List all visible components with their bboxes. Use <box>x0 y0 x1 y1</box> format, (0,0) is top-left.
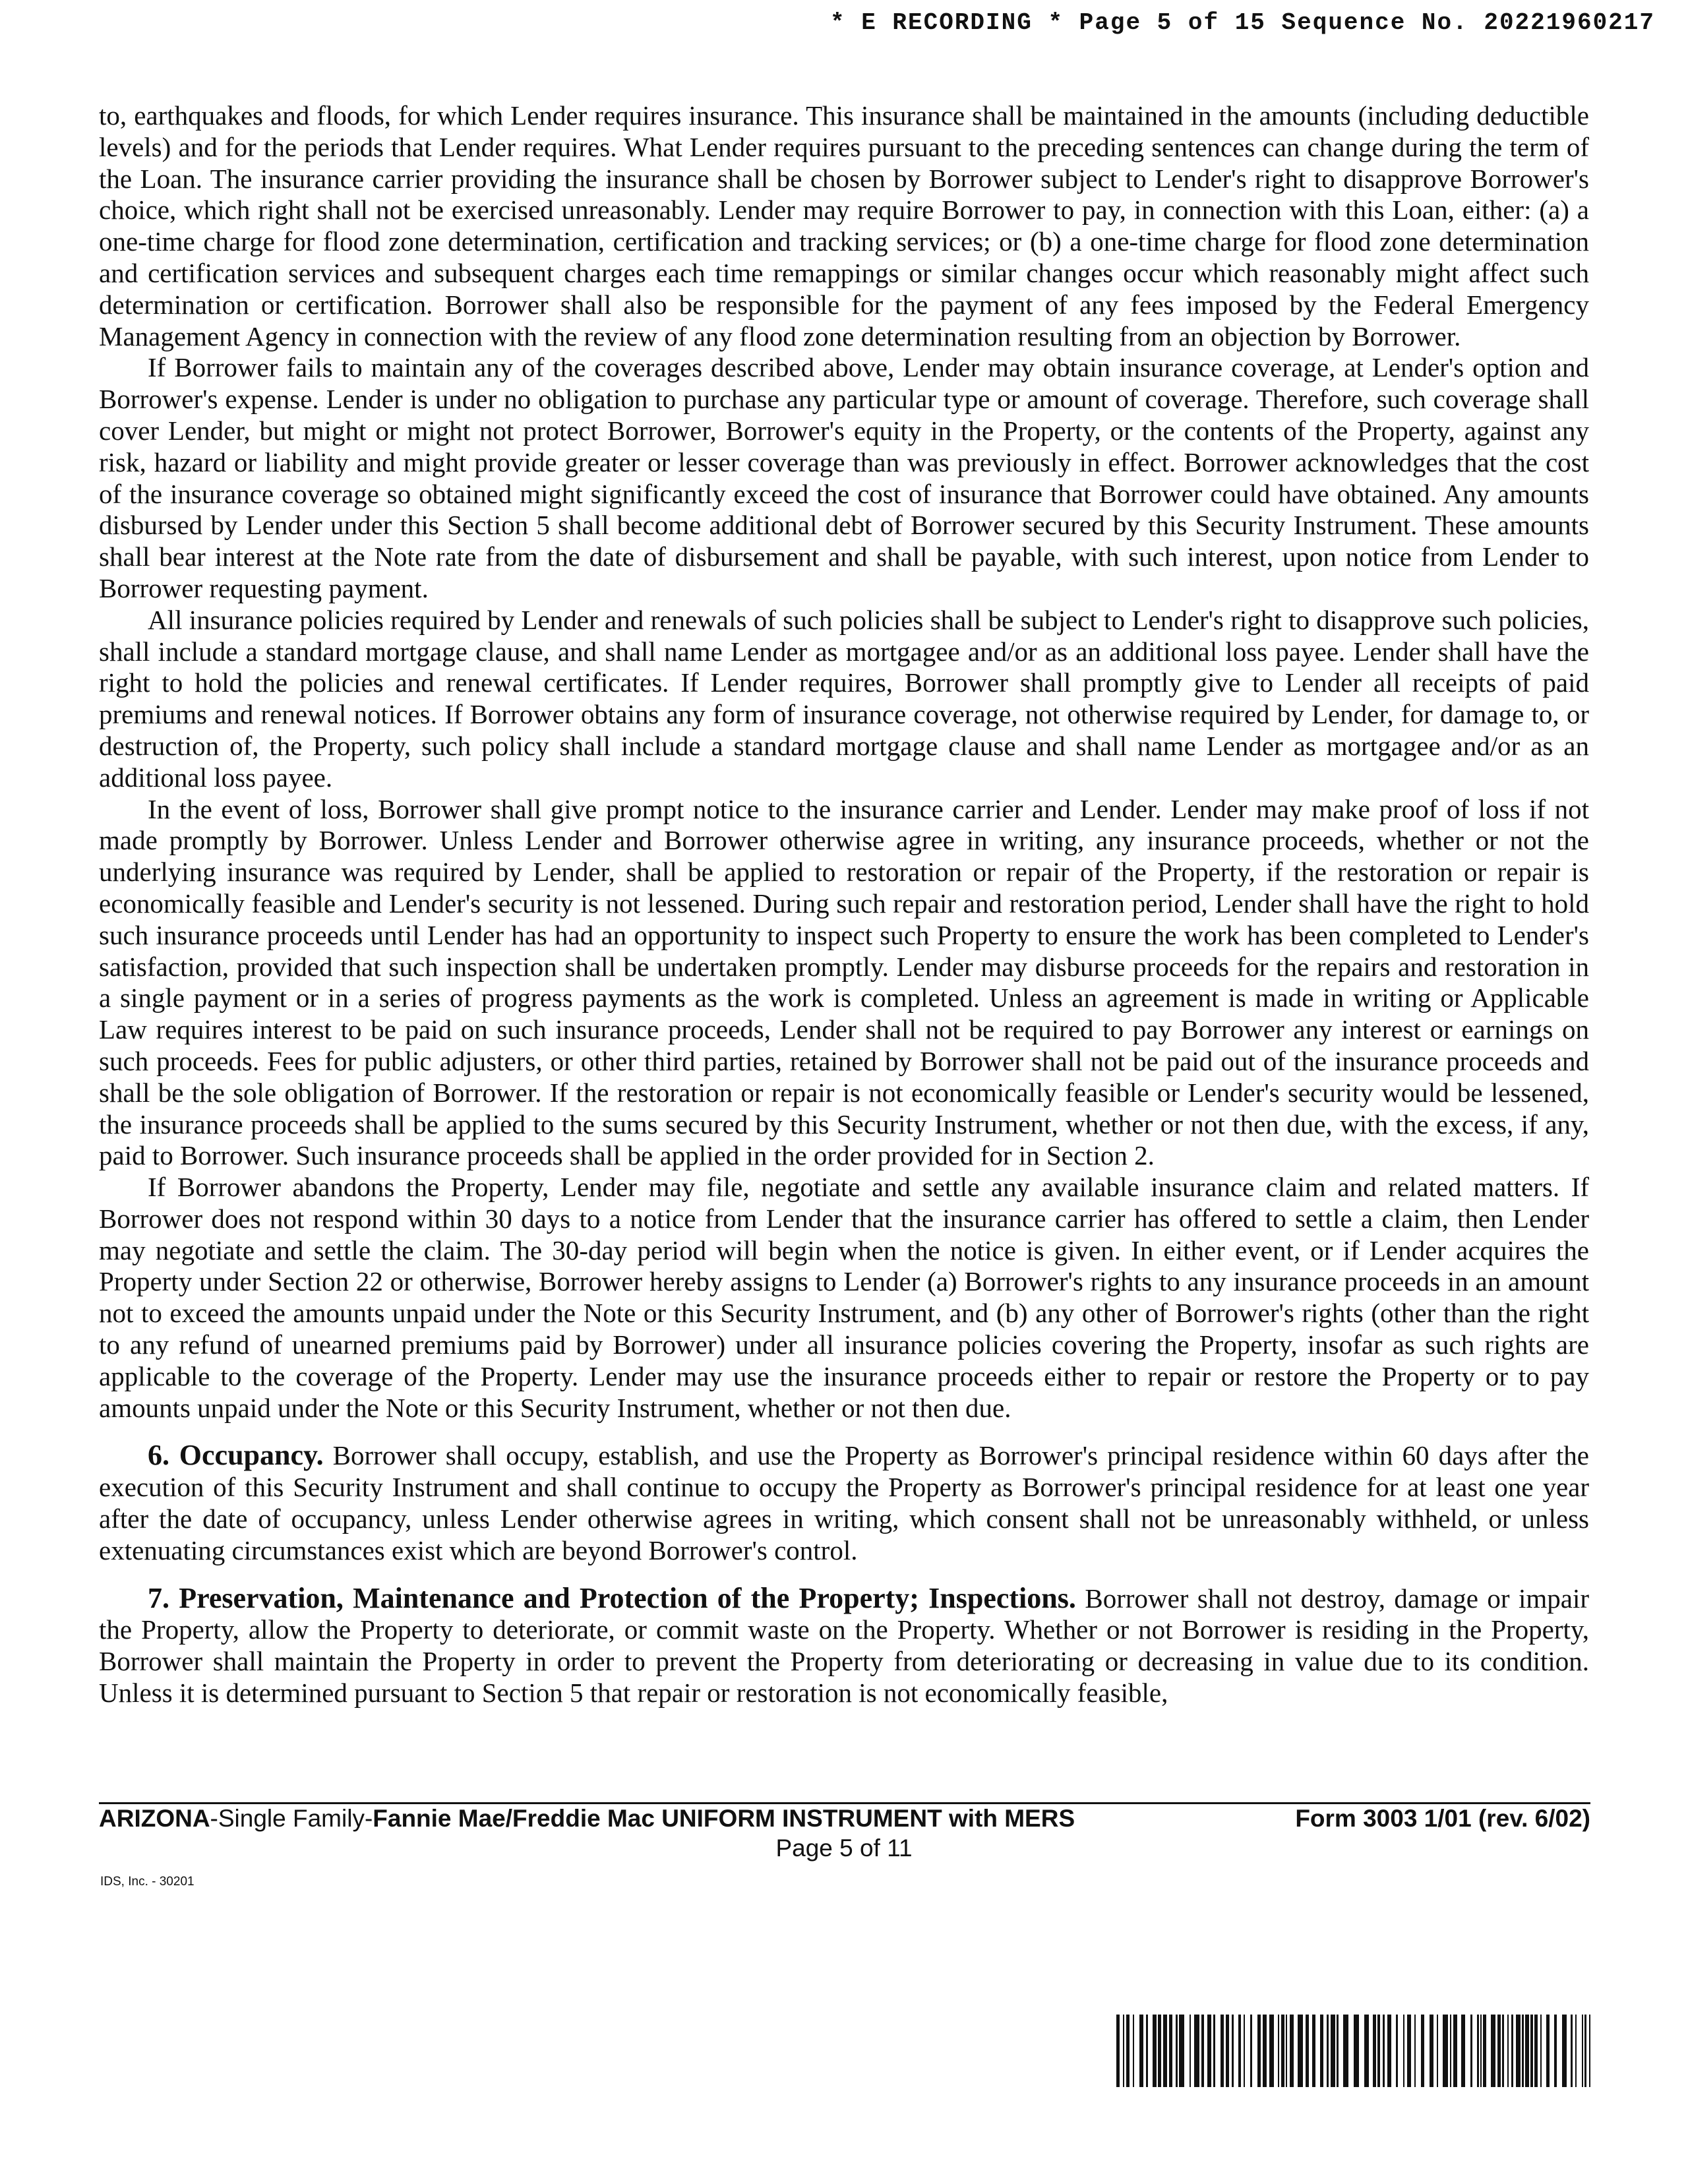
barcode-bar <box>1163 2015 1167 2087</box>
barcode-bar <box>1554 2015 1557 2087</box>
barcode-bar <box>1257 2015 1261 2087</box>
barcode-bar <box>1226 2015 1229 2087</box>
barcode-bar <box>1450 2015 1451 2087</box>
barcode-bar <box>1540 2015 1542 2087</box>
barcode-bar <box>1153 2015 1157 2087</box>
footer-instrument: Fannie Mae/Freddie Mac UNIFORM INSTRUMENT with MERS <box>373 1805 1075 1832</box>
barcode-bar <box>1176 2015 1178 2087</box>
barcode-bar <box>1331 2015 1335 2087</box>
barcode-bar <box>1221 2015 1224 2087</box>
barcode-bar <box>1530 2015 1533 2087</box>
footer-ids-label: IDS, Inc. - 30201 <box>100 1875 195 1889</box>
paragraph: If Borrower abandons the Property, Lender may file, negotiate and settle any available insurance claim and related matters. If Borrower does not respond within 30 days to a notice from Lender that the insurance carrier has offered to settle a claim, then Lender may negotiate and settle the claim. The 30-day period will begin when the notice is given. In either event, or if Lender acquires the Property under Section 22 or otherwise, Borrower hereby assigns to Lender (a) Borrower's rights to any insurance proceeds in an amount not to exceed the amounts unpaid under the Note or this Security Instrument, and (b) any other of Borrower's rights (other than the right to any refund of unearned premiums paid by Borrower) under all insurance policies covering the Property, insofar as such rights are applicable to the coverage of the Property. Lender may use the insurance proceeds either to repair or restore the Property or to pay amounts unpaid under the Note or this Security Instrument, whether or not then due. <box>99 1172 1589 1423</box>
barcode-bar <box>1312 2015 1315 2087</box>
barcode-bar <box>1497 2015 1501 2087</box>
barcode-bar <box>1387 2015 1391 2087</box>
barcode-bar <box>1589 2015 1590 2087</box>
paragraph: All insurance policies required by Lender and renewals of such policies shall be subject to Lender's right to disapprove such policies, shall include a standard mortgage clause, and shall name Lender as mortgagee and/or as an additional loss payee. Lender shall have the right to hold the policies and renewal certificates. If Lender requires, Borrower shall promptly give to Lender all receipts of paid premiums and renewal notices. If Borrower obtains any form of insurance coverage, not otherwise required by Lender, for damage to, or destruction of, the Property, such policy shall include a standard mortgage clause and shall name Lender as mortgagee and/or as an additional loss payee. <box>99 604 1589 793</box>
footer-instrument-title <box>99 1805 1075 1833</box>
barcode-bar <box>1281 2015 1284 2087</box>
document-body <box>99 100 1589 1709</box>
barcode-bar <box>1396 2015 1398 2087</box>
barcode-bar <box>1123 2015 1124 2087</box>
barcode-bar <box>1575 2015 1577 2087</box>
barcode-bar <box>1269 2015 1274 2087</box>
barcode-bar <box>1571 2015 1573 2087</box>
barcode-bar <box>1354 2015 1359 2087</box>
barcode-bar <box>1403 2015 1404 2087</box>
barcode-bar <box>1327 2015 1329 2087</box>
barcode-bar <box>1263 2015 1267 2087</box>
barcode-bar <box>1421 2015 1424 2087</box>
barcode-bar <box>1373 2015 1376 2087</box>
barcode-bar <box>1158 2015 1161 2087</box>
barcode-icon <box>1116 2015 1593 2087</box>
barcode-bar <box>1201 2015 1204 2087</box>
footer-sep: -Single Family- <box>210 1805 373 1832</box>
barcode-bar <box>1562 2015 1567 2087</box>
paragraph: If Borrower fails to maintain any of the coverages described above, Lender may obtain insurance coverage, at Lender's option and Borrower's expense. Lender is under no obligation to purchase any particular type or amount of coverage. Therefore, such coverage shall cover Lender, but might or might not protect Borrower, Borrower's equity in the Property, or the contents of the Property, against any risk, hazard or liability and might provide greater or lesser coverage than was previously in effect. Borrower acknowledges that the cost of the insurance coverage so obtained might significantly exceed the cost of insurance that Borrower could have obtained. Any amounts disbursed by Lender under this Section 5 shall become additional debt of Borrower secured by this Security Instrument. These amounts shall bear interest at the Note rate from the date of disbursement and shall be payable, with such interest, upon notice from Lender to Borrower requesting payment. <box>99 352 1589 603</box>
barcode-bar <box>1443 2015 1448 2087</box>
barcode-bar <box>1525 2015 1529 2087</box>
barcode-bar <box>1522 2015 1524 2087</box>
barcode-bar <box>1507 2015 1509 2087</box>
barcode-bar <box>1286 2015 1287 2087</box>
barcode-bar <box>1511 2015 1513 2087</box>
barcode-bar <box>1290 2015 1294 2087</box>
barcode-bar <box>1116 2015 1120 2087</box>
barcode-bar <box>1516 2015 1521 2087</box>
barcode-bar <box>1534 2015 1538 2087</box>
barcode-bar <box>1306 2015 1309 2087</box>
barcode-bar <box>1430 2015 1433 2087</box>
barcode-bar <box>1483 2015 1486 2087</box>
barcode-bar <box>1250 2015 1252 2087</box>
section-heading: 6. Occupancy. <box>148 1439 324 1472</box>
footer-state: ARIZONA <box>99 1805 210 1832</box>
barcode-bar <box>1179 2015 1184 2087</box>
barcode-bar <box>1480 2015 1482 2087</box>
barcode-bar <box>1190 2015 1191 2087</box>
barcode-bar <box>1133 2015 1134 2087</box>
barcode-bar <box>1383 2015 1385 2087</box>
footer-rule <box>99 1802 1590 1804</box>
section-text: Borrower shall occupy, establish, and use the Property as Borrower's principal residence within 60 days after the execution of this Security Instrument and shall continue to occupy the Property as Borrower's principal residence for at least one year after the date of occupancy, unless Lender otherwise agrees in writing, which consent shall not be unreasonably withheld, or unless extenuating circumstances exist which are beyond Borrower's control. <box>99 1440 1590 1565</box>
section-preservation <box>99 1583 1589 1709</box>
barcode-bar <box>1320 2015 1323 2087</box>
barcode-bar <box>1414 2015 1416 2087</box>
barcode-bar <box>1278 2015 1279 2087</box>
barcode-bar <box>1582 2015 1583 2087</box>
barcode-bar <box>1146 2015 1148 2087</box>
barcode-bar <box>1238 2015 1241 2087</box>
barcode-bar <box>1126 2015 1130 2087</box>
barcode-bar <box>1453 2015 1457 2087</box>
barcode-bar <box>1502 2015 1504 2087</box>
barcode-bar <box>1194 2015 1199 2087</box>
footer-form-number: Form 3003 1/01 (rev. 6/02) <box>1295 1805 1590 1832</box>
barcode-bar <box>1169 2015 1172 2087</box>
barcode-bar <box>1232 2015 1234 2087</box>
section-occupancy <box>99 1440 1589 1566</box>
barcode-bar <box>1343 2015 1348 2087</box>
barcode-bar <box>1470 2015 1472 2087</box>
barcode-bar <box>1546 2015 1550 2087</box>
barcode-bar <box>1213 2015 1215 2087</box>
barcode-bar <box>1407 2015 1411 2087</box>
paragraph: In the event of loss, Borrower shall give prompt notice to the insurance carrier and Lender. Lender may make proof of loss if not made promptly by Borrower. Unless Lender and Borrower otherwise agree in writing, any insurance proceeds, whether or not the underlying insurance was required by Lender, shall be applied to restoration or repair of the Property, if the restoration or repair is economically feasible and Lender's security is not lessened. During such repair and restoration period, Lender shall have the right to hold such insurance proceeds until Lender has had an opportunity to inspect such Property to ensure the work has been completed to Lender's satisfaction, provided that such inspection shall be undertaken promptly. Lender may disburse proceeds for the repairs and restoration in a single payment or in a series of progress payments as the work is completed. Unless an agreement is made in writing or Applicable Law requires interest to be paid on such insurance proceeds, Lender shall not be required to pay Borrower any interest or earnings on such proceeds. Fees for public adjusters, or other third parties, retained by Borrower shall not be paid out of the insurance proceeds and shall be the sole obligation of Borrower. If the restoration or repair is not economically feasible or Lender's security would be lessened, the insurance proceeds shall be applied to the sums secured by this Security Instrument, whether or not then due, with the excess, if any, paid to Borrower. Such insurance proceeds shall be applied in the order provided for in Section 2. <box>99 793 1589 1171</box>
barcode-bar <box>1207 2015 1211 2087</box>
section-text: Borrower shall not destroy, damage or impair the Property, allow the Property to deteriorate, or commit waste on the Property. Whether or not Borrower is residing in the Property, Borrower shall maintain the Property in order to prevent the Property from deteriorating or decreasing in value due to its condition. Unless it is determined pursuant to Section 5 that repair or restoration is not economically feasible, <box>99 1583 1590 1709</box>
section-heading: 7. Preservation, Maintenance and Protection of the Property; Inspections. <box>148 1581 1076 1614</box>
barcode-bar <box>1337 2015 1339 2087</box>
barcode-bar <box>1244 2015 1245 2087</box>
barcode-bar <box>1477 2015 1479 2087</box>
paragraph: to, earthquakes and floods, for which Lender requires insurance. This insurance shall be maintained in the amounts (including deductible levels) and for the periods that Lender requires. What Lender requires pursuant to the preceding sentences can change during the term of the Loan. The insurance carrier providing the insurance shall be chosen by Borrower subject to Lender's right to disapprove Borrower's choice, which right shall not be exercised unreasonably. Lender may require Borrower to pay, in connection with this Loan, either: (a) a one-time charge for flood zone determination, certification and tracking services; or (b) a one-time charge for flood zone determination and certification services and subsequent charges each time remappings or similar changes occur which reasonably might affect such determination or certification. Borrower shall also be responsible for the payment of any fees imposed by the Federal Emergency Management Agency in connection with the review of any flood zone determination resulting from an objection by Borrower. <box>99 100 1589 351</box>
barcode-bar <box>1298 2015 1303 2087</box>
barcode-bar <box>1139 2015 1143 2087</box>
barcode-bar <box>1461 2015 1465 2087</box>
barcode-bar <box>1364 2015 1369 2087</box>
barcode-bar <box>1437 2015 1438 2087</box>
barcode-bar <box>1584 2015 1586 2087</box>
footer-page-number: Page 5 of 11 <box>775 1835 913 1862</box>
recording-header: * E RECORDING * Page 5 of 15 Sequence No. 20221960217 <box>830 9 1655 36</box>
barcode-bar <box>1491 2015 1495 2087</box>
barcode-bar <box>1377 2015 1380 2087</box>
